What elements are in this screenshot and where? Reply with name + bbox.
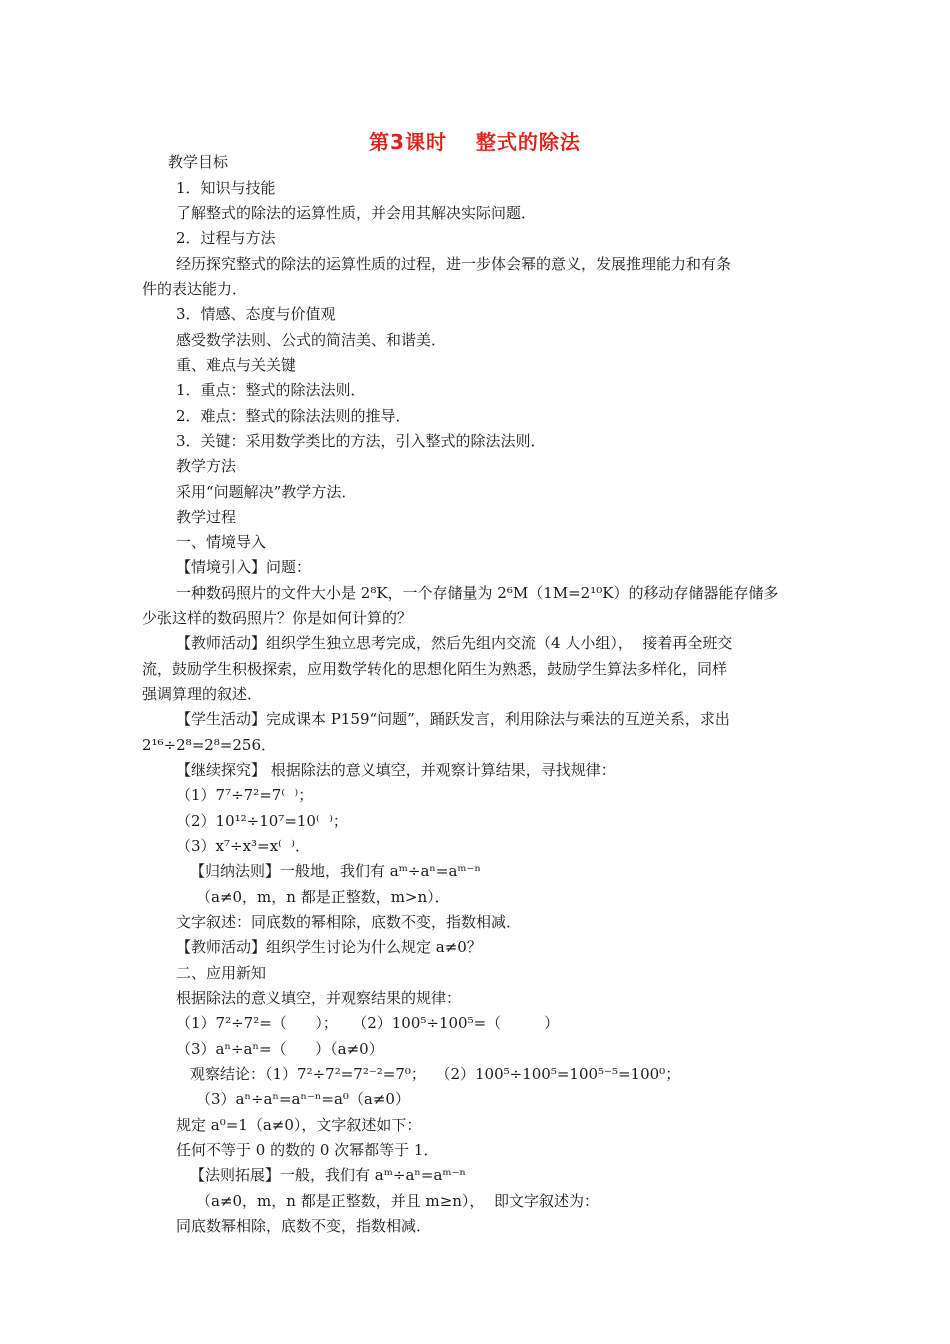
text-line: （1）7²÷7²=（ ）； （2）100⁵÷100⁵=（ ） xyxy=(176,1014,560,1032)
text-line: 根据除法的意义填空，并观察结果的规律： xyxy=(176,989,462,1007)
text-line: 【归纳法则】一般地，我们有 aᵐ÷aⁿ=aᵐ⁻ⁿ xyxy=(190,862,482,880)
text-line: （3）aⁿ÷aⁿ=（ ）（a≠0） xyxy=(176,1040,384,1058)
text-line: 【继续探究】 根据除法的意义填空，并观察计算结果，寻找规律： xyxy=(176,761,616,779)
text-line: 1．重点：整式的除法法则． xyxy=(176,381,366,399)
text-line: 一、情境导入 xyxy=(176,533,267,551)
text-line: 2．难点：整式的除法法则的推导． xyxy=(176,407,411,425)
text-line: （3）x⁷÷x³=x⁽ ⁾． xyxy=(176,837,310,855)
text-line: 感受数学法则、公式的简洁美、和谐美． xyxy=(176,331,447,349)
text-line: 【教师活动】组织学生讨论为什么规定 a≠0？ xyxy=(176,938,482,956)
text-line: 文字叙述：同底数的幂相除，底数不变，指数相减． xyxy=(176,913,522,931)
text-line: 教学方法 xyxy=(176,457,237,475)
text-line: 采用“问题解决”教学方法． xyxy=(176,483,357,501)
text-line: 了解整式的除法的运算性质，并会用其解决实际问题． xyxy=(176,204,537,222)
text-line: 【情境引入】问题： xyxy=(176,558,312,576)
text-line: 经历探究整式的除法的运算性质的过程，进一步体会幂的意义，发展推理能力和有条 xyxy=(176,255,732,273)
text-line: 二、应用新知 xyxy=(176,964,267,982)
text-line: 少张这样的数码照片？你是如何计算的？ xyxy=(142,609,413,627)
text-line: （1）7⁷÷7²=7⁽ ⁾； xyxy=(176,786,314,804)
text-line: 一种数码照片的文件大小是 2⁸K，一个存储量为 2⁶M（1M=2¹⁰K）的移动存储器能存储多 xyxy=(176,584,779,602)
text-line: 【学生活动】完成课本 P159“问题”，踊跃发言，利用除法与乘法的互逆关系，求出 xyxy=(176,710,730,728)
text-line: 3．情感、态度与价值观 xyxy=(176,305,336,323)
text-line: （3）aⁿ÷aⁿ=aⁿ⁻ⁿ=a⁰（a≠0） xyxy=(196,1090,410,1108)
text-line: 同底数幂相除，底数不变，指数相减． xyxy=(176,1217,432,1235)
text-line: 教学过程 xyxy=(176,508,237,526)
text-line: 1．知识与技能 xyxy=(176,179,276,197)
page-title: 第3课时 整式的除法 xyxy=(369,130,581,154)
text-line: 重、难点与关关键 xyxy=(176,356,297,374)
text-line: 观察结论：（1）7²÷7²=7²⁻²=7⁰； （2）100⁵÷100⁵=100⁵⁻⁵=100⁰； xyxy=(190,1065,681,1083)
text-line: 规定 a⁰=1（a≠0），文字叙述如下： xyxy=(176,1116,422,1134)
text-line: 流，鼓励学生积极探索，应用数学转化的思想化陌生为熟悉，鼓励学生算法多样化，同样 xyxy=(142,660,728,678)
text-line: 强调算理的叙述． xyxy=(142,685,263,703)
text-line: 【法则拓展】一般，我们有 aᵐ÷aⁿ=aᵐ⁻ⁿ xyxy=(190,1166,467,1184)
text-line: （a≠0，m，n 都是正整数，并且 m≥n）， 即文字叙述为： xyxy=(196,1192,599,1210)
text-line: 件的表达能力． xyxy=(142,280,248,298)
text-line: 2．过程与方法 xyxy=(176,229,276,247)
text-line: 教学目标 xyxy=(168,153,229,171)
text-line: 3．关键：采用数学类比的方法，引入整式的除法法则． xyxy=(176,432,546,450)
text-line: （a≠0，m，n 都是正整数，m>n）． xyxy=(196,888,450,906)
text-line: （2）10¹²÷10⁷=10⁽ ⁾； xyxy=(176,812,348,830)
text-line: 2¹⁶÷2⁸=2⁸=256． xyxy=(142,736,277,754)
text-line: 任何不等于 0 的数的 0 次幂都等于 1． xyxy=(176,1141,439,1159)
text-line: 【教师活动】组织学生独立思考完成，然后先组内交流（4 人小组）， 接着再全班交 xyxy=(176,634,733,652)
